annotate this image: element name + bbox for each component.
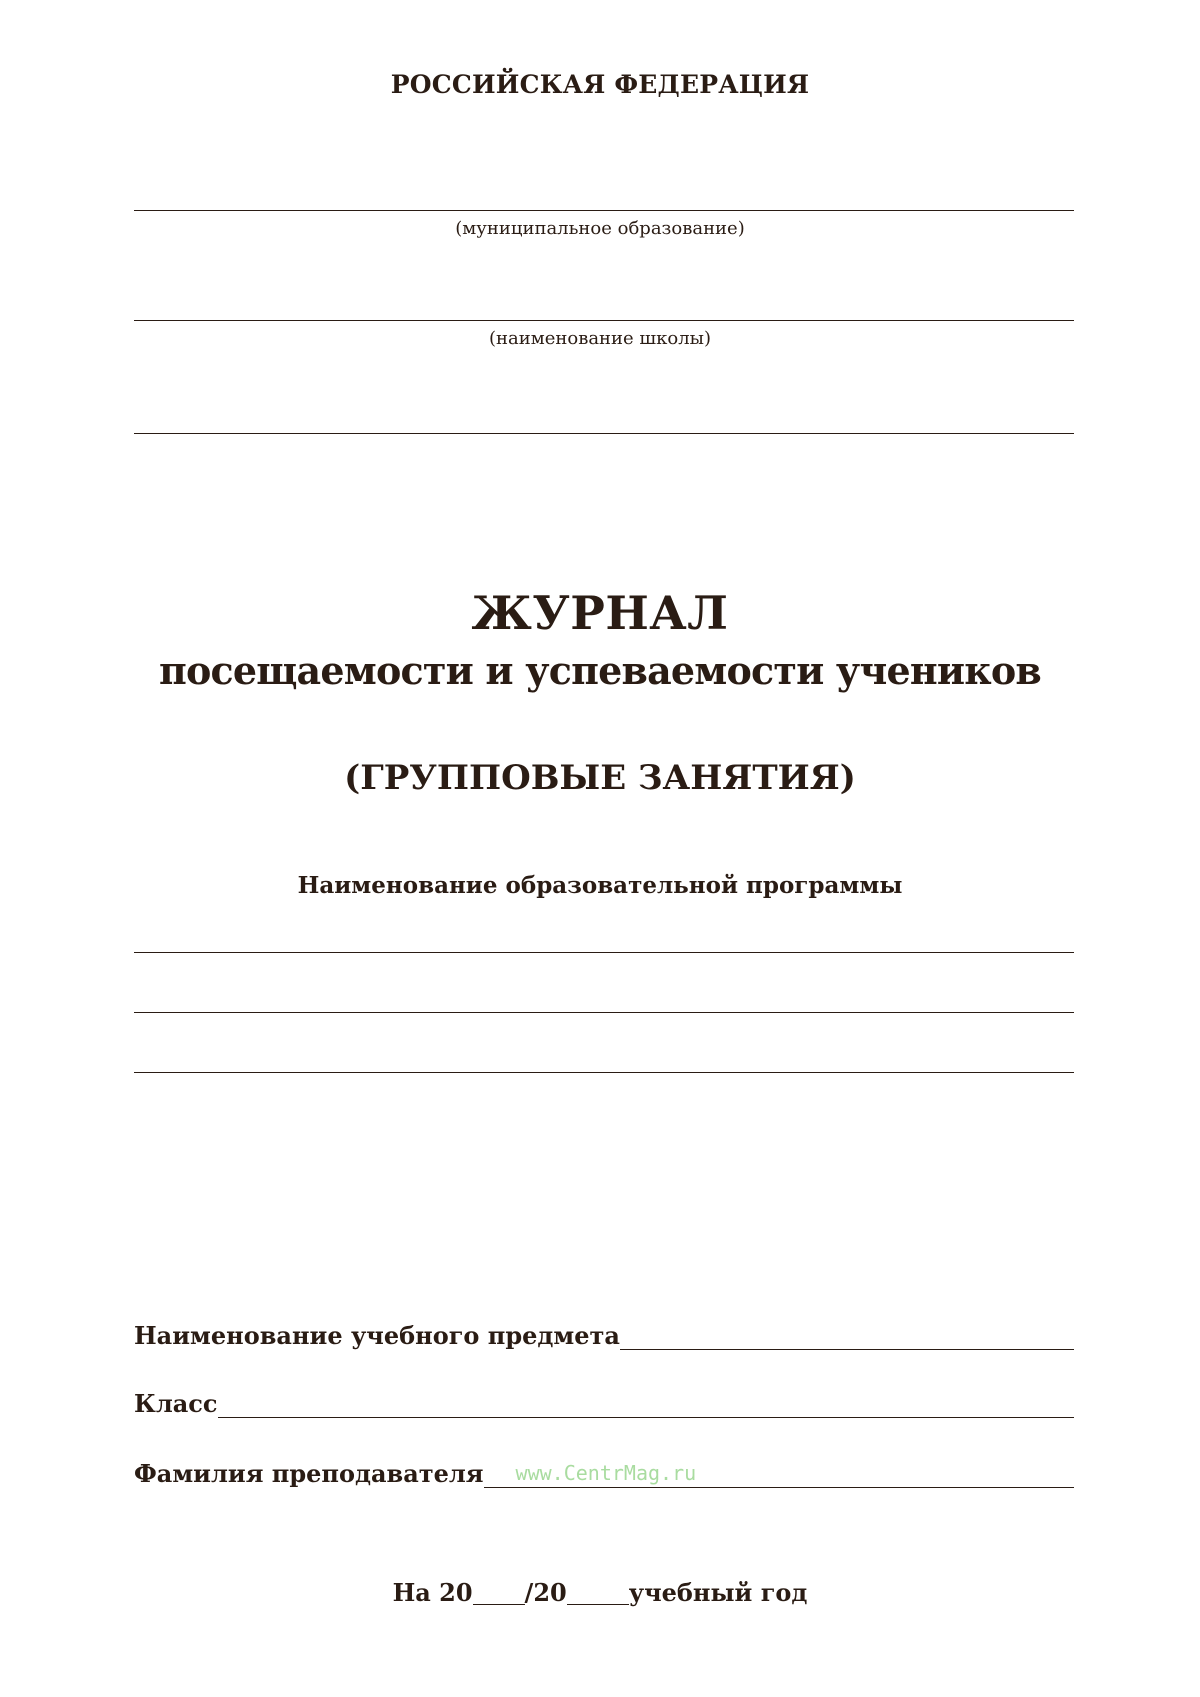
year-start-blank <box>473 1580 525 1605</box>
program-line-1 <box>134 952 1074 953</box>
year-end-blank <box>567 1580 629 1605</box>
program-label: Наименование образовательной программы <box>297 872 903 899</box>
academic-year-row <box>0 1580 1200 1605</box>
journal-subtitle: посещаемости и успеваемости учеников <box>158 648 1042 693</box>
subject-blank <box>620 1319 1074 1350</box>
subject-label: Наименование учебного предмета <box>134 1321 620 1350</box>
teacher-blank <box>484 1457 1074 1488</box>
program-line-3 <box>134 1072 1074 1073</box>
year-prefix: На 20 <box>392 1578 473 1607</box>
school-line <box>134 320 1074 321</box>
school-caption: (наименование школы) <box>488 328 712 349</box>
municipality-caption: (муниципальное образование) <box>455 218 745 239</box>
subject-field <box>134 1316 1074 1350</box>
class-blank <box>218 1387 1074 1418</box>
teacher-field <box>134 1454 1074 1488</box>
municipality-line <box>134 210 1074 211</box>
year-separator: /20 <box>524 1578 567 1607</box>
journal-title: ЖУРНАЛ <box>471 586 729 640</box>
year-suffix: учебный год <box>628 1578 808 1607</box>
class-label: Класс <box>134 1389 218 1418</box>
country-heading: РОССИЙСКАЯ ФЕДЕРАЦИЯ <box>390 70 810 99</box>
blank-line <box>134 433 1074 434</box>
group-sessions-title: (ГРУППОВЫЕ ЗАНЯТИЯ) <box>344 758 856 798</box>
class-field <box>134 1384 1074 1418</box>
program-line-2 <box>134 1012 1074 1013</box>
teacher-label: Фамилия преподавателя <box>134 1459 484 1488</box>
watermark-text: www.CentrMag.ru <box>515 1461 697 1485</box>
